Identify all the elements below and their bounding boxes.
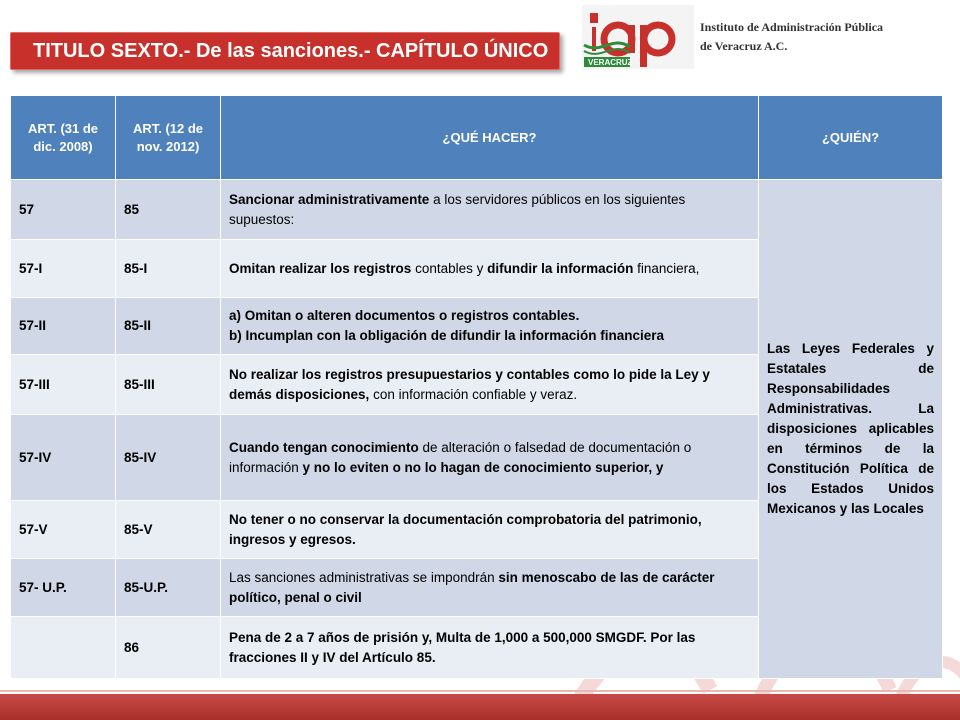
- institute-line-2: de Veracruz A.C.: [700, 39, 788, 53]
- footer-divider: [0, 690, 960, 692]
- page-title: TITULO SEXTO.- De las sanciones.- CAPÍTULO ÚNICO: [10, 32, 560, 70]
- cell-art-2012: 85-I: [116, 240, 221, 298]
- desc-bold: sin menoscabo de las de carácter político, penal o civil: [229, 569, 715, 605]
- desc-bold: No realizar los registros presupuestarios y contables como lo pide la Ley y demás disposiciones,: [229, 366, 710, 402]
- cell-art-2008: [11, 617, 116, 679]
- cell-art-2008: 57-V: [11, 501, 116, 559]
- header-que-hacer: ¿QUÉ HACER?: [221, 96, 759, 180]
- cell-art-2008: 57-IV: [11, 415, 116, 501]
- desc-line-b: b) Incumplan con la obligación de difundir la información financiera: [229, 328, 665, 343]
- cell-description: [221, 240, 759, 298]
- cell-art-2012: 85-III: [116, 355, 221, 415]
- cell-art-2008: 57-I: [11, 240, 116, 298]
- desc-text: Las sanciones administrativas se impondrán: [229, 569, 499, 585]
- header-art-2008: ART. (31 de dic. 2008): [11, 96, 116, 180]
- header-quien: ¿QUIÉN?: [759, 96, 943, 180]
- header-art-2012: ART. (12 de nov. 2012): [116, 96, 221, 180]
- desc-text: de alteración o falsedad de documentación o información: [229, 439, 692, 475]
- cell-art-2012: 86: [116, 617, 221, 679]
- cell-art-2008: 57: [11, 180, 116, 240]
- desc-bold: Sancionar administrativamente: [229, 191, 430, 207]
- cell-art-2012: 85: [116, 180, 221, 240]
- cell-art-2012: 85-V: [116, 501, 221, 559]
- desc-bold: Cuando tengan conocimiento: [229, 439, 419, 455]
- desc-text: a los servidores públicos en los siguientes supuestos:: [229, 191, 686, 227]
- footer-bar: [0, 694, 960, 720]
- desc-bold: y no lo eviten o no lo hagan de conocimiento superior, y: [302, 459, 664, 475]
- table-header-row: [11, 96, 943, 180]
- cell-art-2008: 57-II: [11, 298, 116, 355]
- cell-art-2012: 85-IV: [116, 415, 221, 501]
- cell-description: [221, 415, 759, 501]
- institute-name: [700, 18, 955, 56]
- desc-text: financiera,: [633, 260, 700, 276]
- institute-line-1: Instituto de Administración Pública: [700, 20, 884, 34]
- cell-art-2008: 57-III: [11, 355, 116, 415]
- cell-description: [221, 501, 759, 559]
- sanctions-table: [10, 95, 943, 679]
- iap-veracruz-logo: [582, 5, 694, 69]
- desc-line-a: a) Omitan o alteren documentos o registros contables.: [229, 308, 580, 323]
- cell-art-2012: 85-II: [116, 298, 221, 355]
- cell-penalty-description: Pena de 2 a 7 años de prisión y, Multa de 1,000 a 500,000 SMGDF. Por las fracciones II y IV del Artículo 85.: [221, 617, 759, 679]
- desc-bold: difundir la información: [487, 260, 634, 276]
- cell-description: [221, 180, 759, 240]
- desc-bold: Omitan realizar los registros: [229, 260, 412, 276]
- cell-quien: Las Leyes Federales y Estatales de Responsabilidades Administrativas. La disposiciones aplicables en términos de la Constitución Política de los Estados Unidos Mexicanos y las Locales: [759, 180, 943, 679]
- desc-text: contables y: [411, 260, 488, 276]
- cell-description: [221, 355, 759, 415]
- table-row: [11, 180, 943, 240]
- logo-subtext: VERACRUZ: [588, 58, 633, 67]
- cell-description: [221, 559, 759, 617]
- desc-text: con información confiable y veraz.: [369, 386, 578, 402]
- cell-description: [221, 298, 759, 355]
- cell-art-2008: 57- U.P.: [11, 559, 116, 617]
- desc-bold: No tener o no conservar la documentación comprobatoria del patrimonio, ingresos y egresos.: [229, 511, 702, 547]
- cell-art-2012: 85-U.P.: [116, 559, 221, 617]
